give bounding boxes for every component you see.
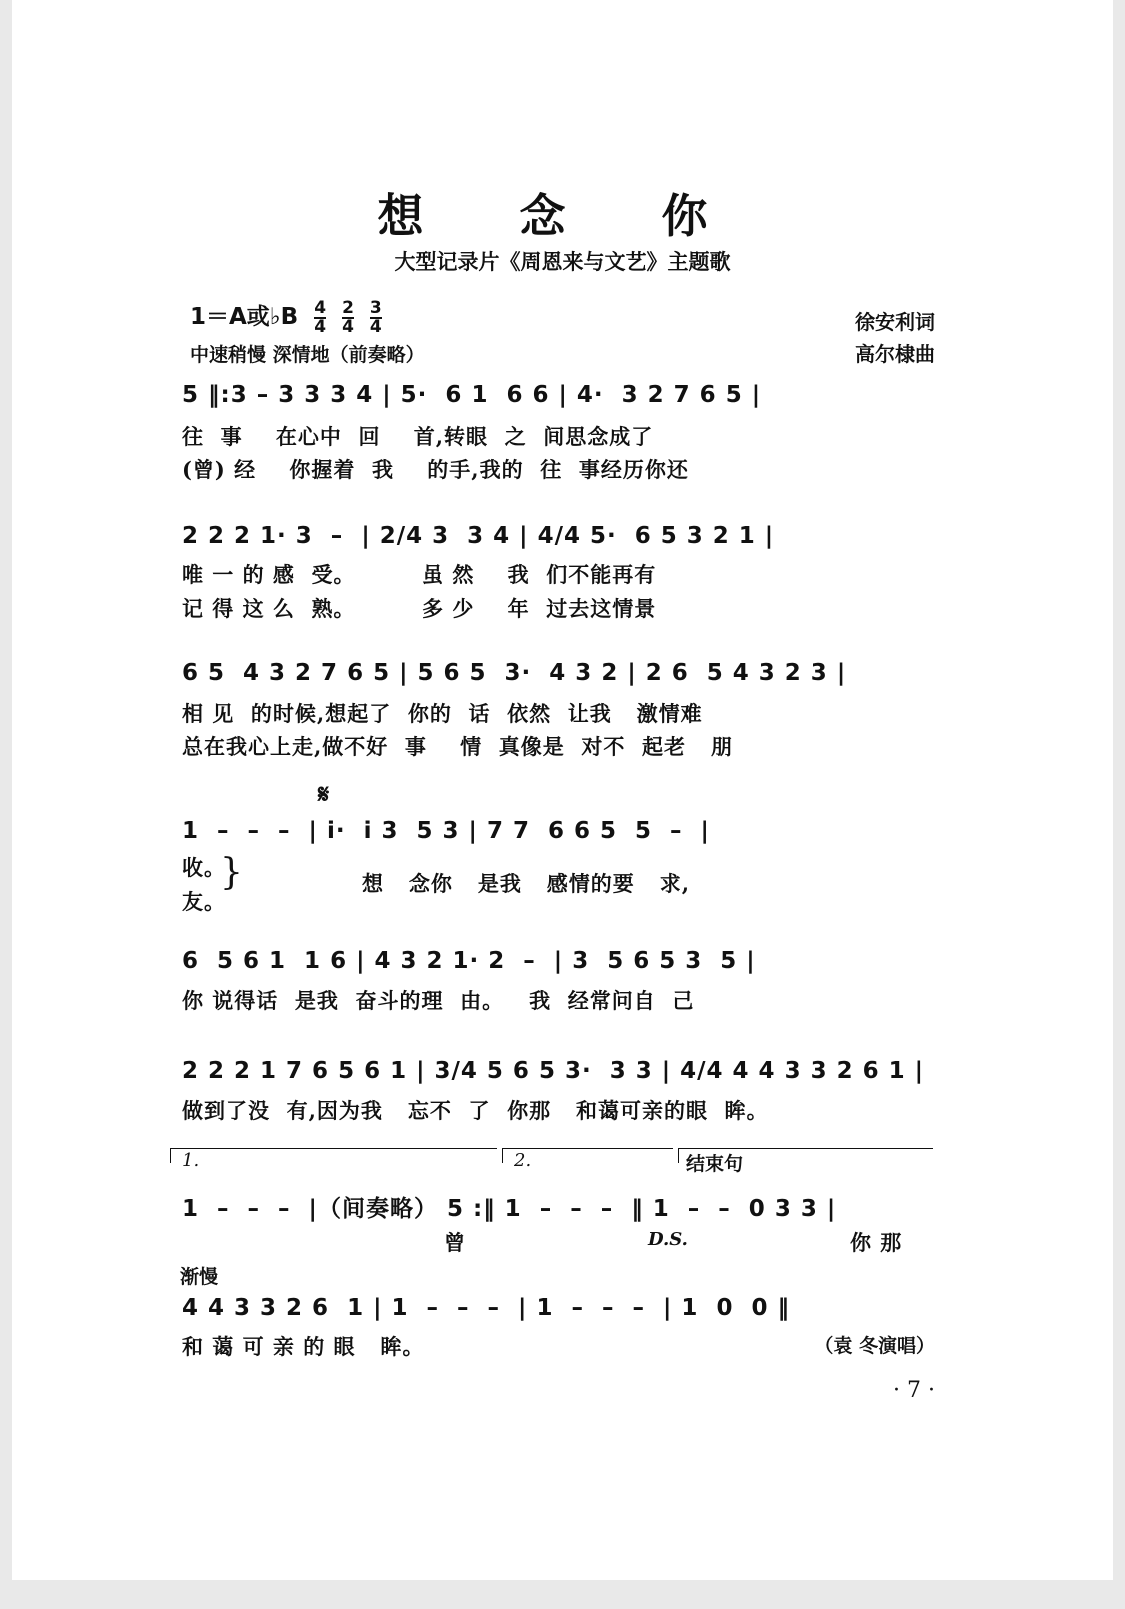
lyric-line-2b: 记 得 这 么 熟。 多 少 年 过去这情景 [182, 596, 657, 621]
volta-1-label: 1. [182, 1150, 200, 1171]
ending-label: 结束句 [686, 1153, 744, 1175]
key-label: 1＝A或♭B [190, 304, 299, 330]
time-signature-3: $\frac{3}{4}$ [369, 297, 382, 337]
lyric-line-4a: 收。 [182, 855, 226, 880]
lyric-line-6: 做到了没 有,因为我 忘不 了 你那 和蔼可亲的眼 眸。 [182, 1098, 769, 1123]
notation-line-3: 6 5 4 3 2 7 6 5 | 5 6 5 3· 4 3 2 | 2 6 5 4 3 2 3 | [182, 660, 847, 686]
notation-line-5: 6 5 6 1 1 6 | 4 3 2 1· 2 – | 3 5 6 5 3 5 | [182, 948, 756, 974]
tempo-change: 渐慢 [180, 1266, 219, 1288]
lyric-line-2a: 唯 一 的 感 受。 虽 然 我 们不能再有 [182, 562, 657, 587]
score-page [12, 0, 1113, 1580]
notation-line-6: 2 2 2 1 7 6 5 6 1 | 3/4 5 6 5 3· 3 3 | 4/4 4 4 3 3 2 6 1 | [182, 1058, 925, 1084]
notation-line-4: 1 – – – | i· i 3 5 3 | 7 7 6 6 5 5 – | [182, 818, 710, 844]
lyric-line-1a: 往 事 在心中 回 首,转眼 之 间思念成了 [182, 424, 654, 449]
tempo-marking: 中速稍慢 深情地（前奏略） [190, 344, 425, 366]
lyric-line-4-chorus: 想 念你 是我 感情的要 求, [362, 871, 691, 896]
lyric-line-5: 你 说得话 是我 奋斗的理 由。 我 经常问自 己 [182, 988, 695, 1013]
volta-bracket-1 [170, 1148, 497, 1163]
notation-line-2: 2 2 2 1· 3 – | 2/4 3 3 4 | 4/4 5· 6 5 3 2 1 | [182, 523, 775, 549]
song-subtitle: 大型记录片《周恩来与文艺》主题歌 [394, 249, 731, 274]
lyric-line-8: 和 蔼 可 亲 的 眼 眸。 [182, 1334, 425, 1359]
page-number: · 7 · [893, 1378, 935, 1403]
dal-segno-mark: D.S. [648, 1229, 688, 1250]
segno-sign: 𝄋 [318, 780, 330, 810]
composer-credit: 高尔棣曲 [855, 342, 935, 366]
lyricist-credit: 徐安利词 [855, 310, 935, 334]
lyric-cue: 曾 [444, 1230, 466, 1255]
brace-icon: } [220, 852, 243, 893]
notation-line-1: 5 ‖:3 – 3 3 3 4 | 5· 6 1 6 6 | 4· 3 2 7 6 5 | [182, 382, 762, 408]
lyric-line-3a: 相 见 的时候,想起了 你的 话 依然 让我 激情难 [182, 701, 703, 726]
lyric-line-3b: 总在我心上走,做不好 事 情 真像是 对不 起老 朋 [182, 734, 733, 759]
volta-2-label: 2. [514, 1150, 532, 1171]
lyric-line-4b: 友。 [182, 889, 226, 914]
key-signature [190, 298, 382, 336]
performer-credit: （袁 冬演唱） [814, 1335, 935, 1357]
song-title: 想 念 你 [377, 189, 748, 243]
notation-line-8: 4 4 3 3 2 6 1 | 1 – – – | 1 – – – | 1 0 0 ‖ [182, 1295, 790, 1321]
time-signature-1: $\frac{4}{4}$ [314, 297, 327, 337]
lyric-line-1b: (曾) 经 你握着 我 的手,我的 往 事经历你还 [182, 457, 689, 482]
lyric-line-7-end: 你 那 [850, 1230, 903, 1255]
notation-line-7: 1 – – – |（间奏略） 5 :‖ 1 – – – ‖ 1 – – 0 3 3 | [182, 1196, 837, 1222]
time-signature-2: $\frac{2}{4}$ [342, 297, 354, 337]
